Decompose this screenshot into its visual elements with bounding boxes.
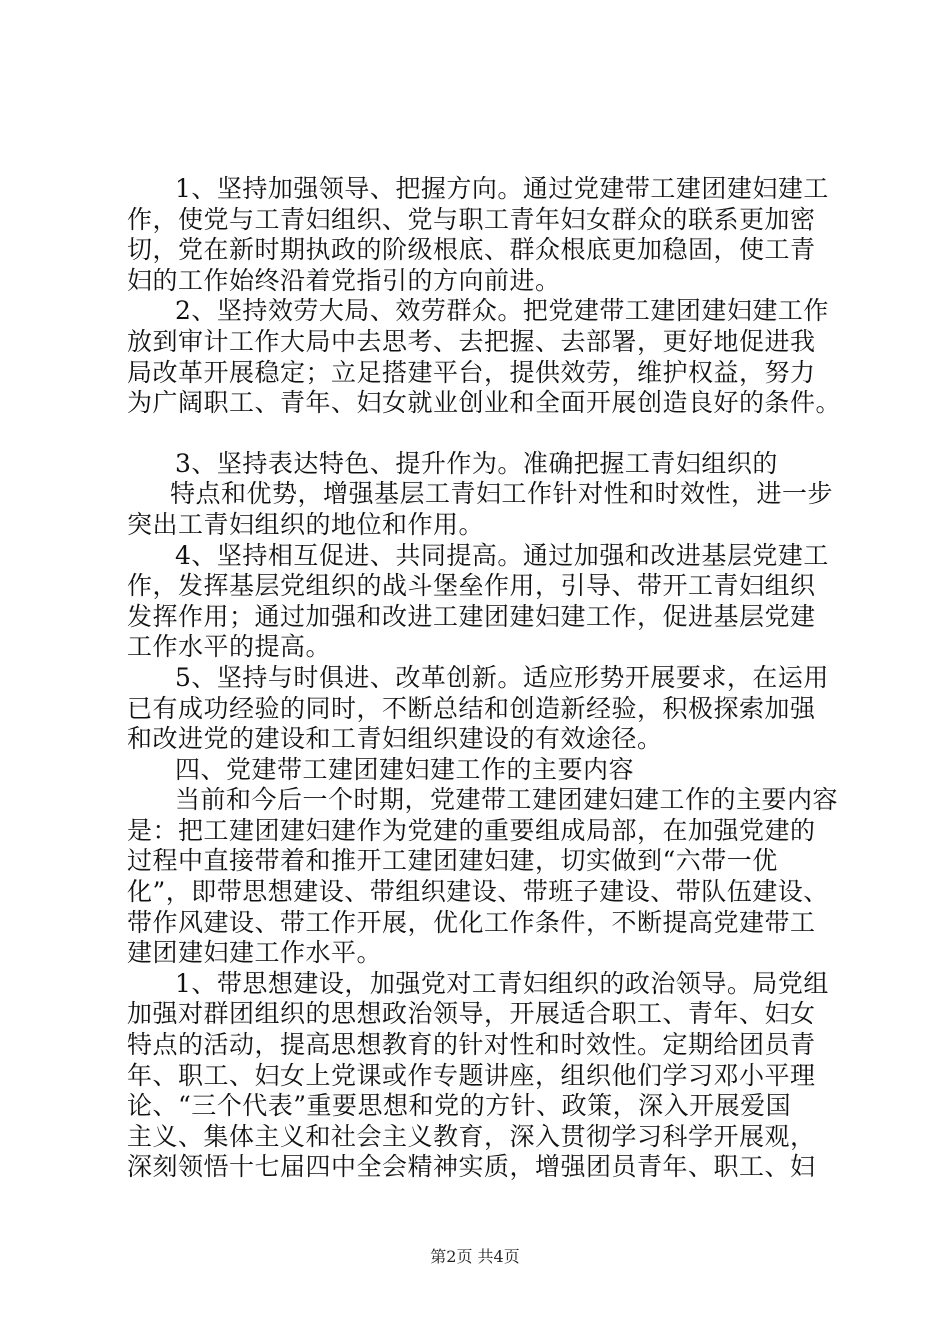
paragraph-1-line-2: 作，使党与工青妇组织、党与职工青年妇女群众的联系更加密	[127, 204, 816, 234]
paragraph-4-line-4: 工作水平的提高。	[127, 632, 332, 662]
page-number-footer: 第2页 共4页	[430, 1247, 520, 1266]
paragraph-6-line-4: 化”，即带思想建设、带组织建设、带班子建设、带队伍建设、	[127, 877, 829, 907]
paragraph-1-line-1: 1、坚持加强领导、把握方向。通过党建带工建团建妇建工	[175, 174, 829, 203]
paragraph-4-line-2: 作，发挥基层党组织的战斗堡垒作用，引导、带开工青妇组织	[127, 571, 816, 601]
paragraph-5-line-3: 和改进党的建设和工青妇组织建设的有效途径。	[127, 724, 663, 754]
paragraph-1-line-4: 妇的工作始终沿着党指引的方向前进。	[127, 265, 561, 295]
paragraph-6-line-1: 当前和今后一个时期，党建带工建团建妇建工作的主要内容	[175, 785, 839, 815]
paragraph-6-line-3: 过程中直接带着和推开工建团建妇建，切实做到“六带一优	[127, 846, 778, 876]
paragraph-7-line-3: 特点的活动，提高思想教育的针对性和时效性。定期给团员青	[127, 1030, 816, 1060]
paragraph-3-line-2: 特点和优势，增强基层工青妇工作针对性和时效性，进一步	[170, 479, 834, 509]
paragraph-7-line-4: 年、职工、妇女上党课或作专题讲座，组织他们学习邓小平理	[127, 1060, 816, 1090]
paragraph-7-line-6: 主义、集体主义和社会主义教育，深入贯彻学习科学开展观，	[127, 1121, 816, 1151]
paragraph-7-line-2: 加强对群团组织的思想政治领导，开展适合职工、青年、妇女	[127, 999, 816, 1029]
paragraph-2-line-1: 2、坚持效劳大局、效劳群众。把党建带工建团建妇建工作	[175, 296, 829, 326]
paragraph-7-line-1: 1、带思想建设，加强党对工青妇组织的政治领导。局党组	[175, 968, 829, 998]
paragraph-3-line-1: 3、坚持表达特色、提升作为。准确把握工青妇组织的	[175, 448, 778, 478]
paragraph-7-line-5: 论、“三个代表”重要思想和党的方针、政策，深入开展爱国	[127, 1091, 792, 1121]
paragraph-2-line-2: 放到审计工作大局中去思考、去把握、去部署，更好地促进我	[127, 326, 816, 356]
paragraph-1-line-3: 切，党在新时期执政的阶级根底、群众根底更加稳固，使工青	[127, 235, 816, 265]
section-heading: 四、党建带工建团建妇建工作的主要内容	[175, 754, 635, 784]
paragraph-7-line-7: 深刻领悟十七届四中全会精神实质，增强团员青年、职工、妇	[127, 1152, 816, 1182]
paragraph-6-line-6: 建团建妇建工作水平。	[127, 938, 383, 968]
paragraph-4-line-3: 发挥作用；通过加强和改进工建团建妇建工作，促进基层党建	[127, 601, 816, 631]
paragraph-5-line-2: 已有成功经验的同时，不断总结和创造新经验，积极探索加强	[127, 693, 816, 723]
paragraph-3-line-3: 突出工青妇组织的地位和作用。	[127, 509, 485, 539]
paragraph-6-line-2: 是：把工建团建妇建作为党建的重要组成局部，在加强党建的	[127, 815, 816, 845]
paragraph-2-line-3: 局改革开展稳定；立足搭建平台，提供效劳，维护权益，努力	[127, 357, 816, 387]
paragraph-4-line-1: 4、坚持相互促进、共同提高。通过加强和改进基层党建工	[175, 540, 829, 570]
paragraph-5-line-1: 5、坚持与时俱进、改革创新。适应形势开展要求，在运用	[175, 662, 829, 692]
paragraph-6-line-5: 带作风建设、带工作开展，优化工作条件，不断提高党建带工	[127, 907, 816, 937]
paragraph-gap	[127, 419, 845, 449]
document-body	[127, 174, 845, 1183]
paragraph-2-line-4: 为广阔职工、青年、妇女就业创业和全面开展创造良好的条件。	[127, 388, 842, 418]
